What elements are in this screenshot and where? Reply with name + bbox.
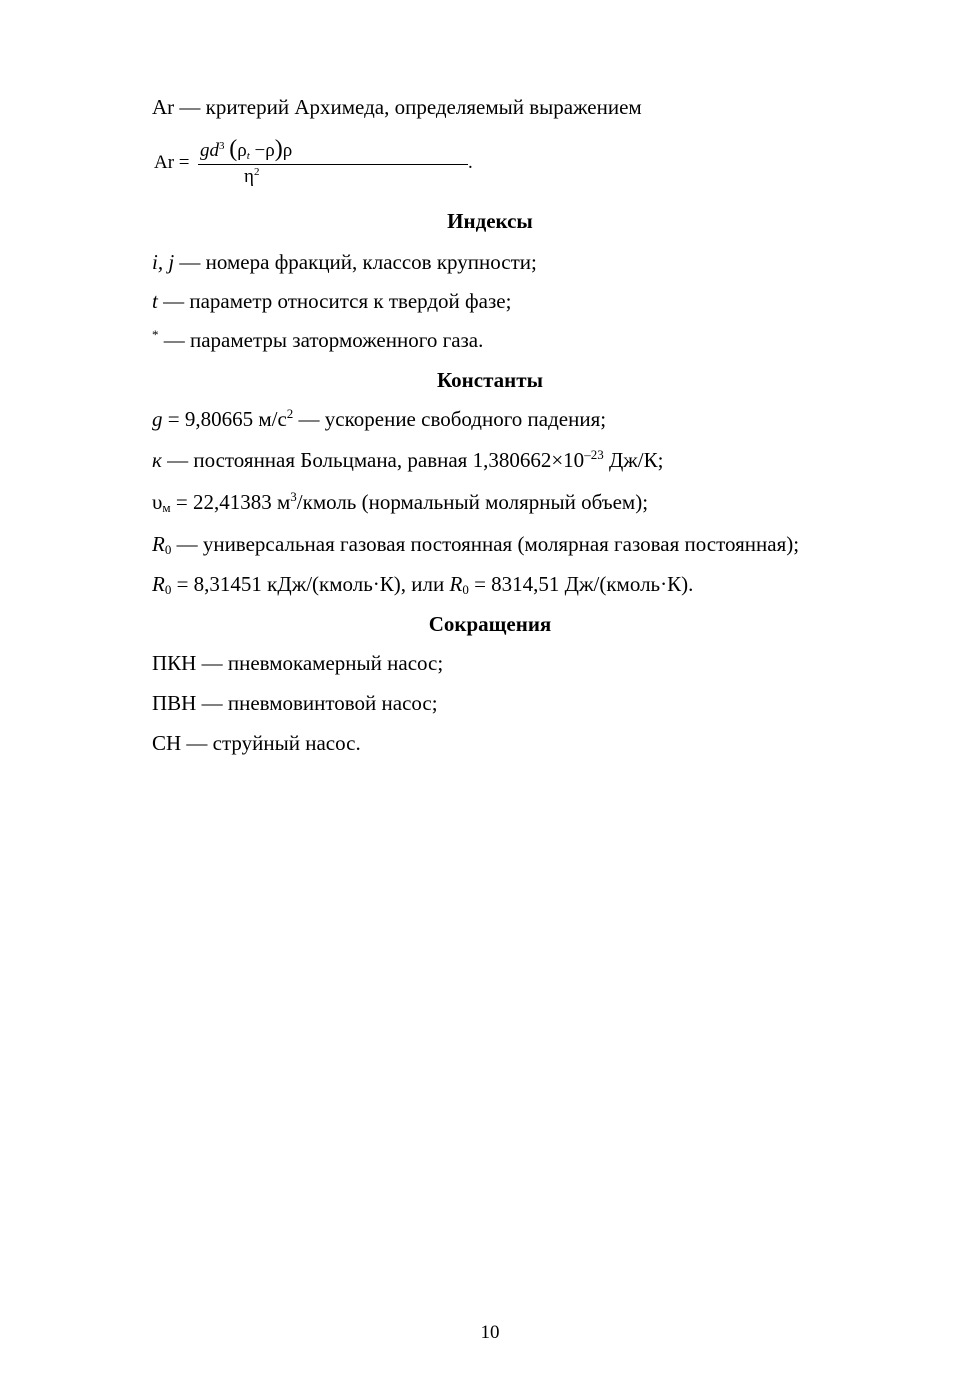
g-exp: 2 [286, 406, 294, 421]
k-symbol: к [152, 448, 162, 472]
r-sub: 0 [164, 542, 172, 557]
t-symbol: t [152, 289, 158, 313]
constant-r0-value [152, 571, 693, 603]
constant-g [152, 406, 606, 432]
constant-boltzmann [152, 447, 663, 473]
star-text: — параметры заторможенного газа. [158, 328, 484, 352]
t-text: — параметр относится к твердой фазе; [157, 289, 512, 313]
formula-minus: − [254, 140, 266, 161]
page-number: 10 [480, 1322, 500, 1343]
constants-title: Константы [437, 368, 543, 392]
abbr-item: ПКН — пневмокамерный насос; [152, 651, 444, 675]
g-value: = 9,80665 м/с [162, 407, 287, 431]
k-unit: Дж/К; [603, 448, 664, 472]
r2-symbol: R [152, 572, 165, 596]
index-ij [152, 249, 537, 275]
v-exp: 3 [290, 489, 297, 504]
r3-symbol: R [449, 572, 463, 596]
r-text: — универсальная газовая постоянная (молярная газовая постоянная); [171, 532, 800, 556]
r2-sub: 0 [164, 582, 172, 597]
v-text: /кмоль (нормальный молярный объем); [296, 490, 649, 514]
formula-eta: η [244, 166, 254, 187]
star-symbol: * [152, 327, 159, 342]
index-t [152, 288, 511, 314]
v-value: = 22,41383 м [170, 490, 291, 514]
formula-rho-out: ρ [282, 140, 293, 161]
formula-d: d [209, 140, 219, 161]
formula-g: g [200, 140, 210, 161]
k-text: — постоянная Больцмана, равная 1,380662×10 [161, 448, 585, 472]
index-star [152, 327, 483, 353]
r-symbol: R [152, 532, 165, 556]
r3-sub: 0 [462, 582, 469, 597]
formula-denominator [244, 166, 259, 188]
formula-exp3: 3 [219, 140, 225, 152]
archimedes-definition [152, 94, 642, 120]
formula-end: . [468, 152, 473, 173]
k-exp: –23 [584, 447, 604, 462]
formula-sub-t: t [246, 150, 250, 162]
ar-symbol: Ar [152, 95, 175, 119]
abbr-item: СН — струйный насос. [152, 731, 361, 755]
v-symbol: υ [152, 490, 163, 514]
ij-symbol: i, j [152, 250, 175, 274]
ar-text: — критерий Архимеда, определяемый выражением [174, 95, 642, 119]
formula-rho: ρ [265, 140, 275, 161]
indices-title: Индексы [447, 209, 533, 233]
fraction-bar [198, 164, 468, 165]
r2-text: = 8,31451 кДж/(кмоль·К), или [171, 572, 450, 596]
formula-numerator: $gd^3$ $(\rho_t -\rho)\rho$ [200, 136, 293, 162]
formula-rho-t: ρ [237, 140, 247, 161]
constant-molar-volume [152, 489, 648, 521]
abbr-item: ПВН — пневмовинтовой насос; [152, 691, 438, 715]
abbreviations-title: Сокращения [428, 612, 552, 636]
formula-exp2: 2 [253, 166, 260, 178]
ij-text: — номера фракций, классов крупности; [174, 250, 537, 274]
v-sub: м [162, 500, 171, 515]
formula-lhs: Ar = [154, 152, 190, 173]
g-symbol: g [152, 407, 163, 431]
g-text: — ускорение свободного падения; [293, 407, 607, 431]
constant-r0-def [152, 531, 799, 563]
r3-text: = 8314,51 Дж/(кмоль·К). [468, 572, 694, 596]
